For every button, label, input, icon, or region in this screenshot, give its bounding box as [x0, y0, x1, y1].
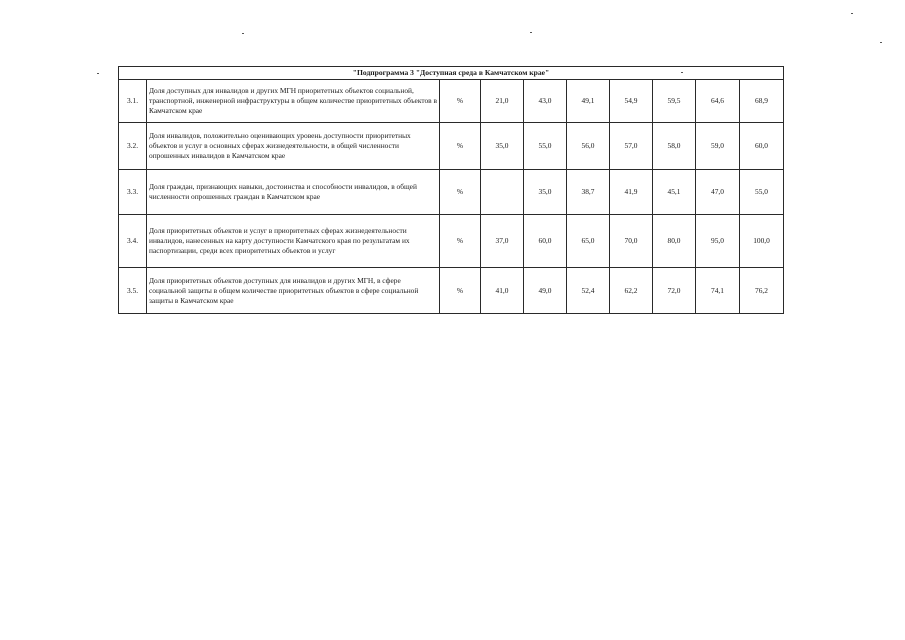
row-number: 3.2. [119, 123, 147, 170]
value-cell: 43,0 [524, 80, 567, 123]
value-cell: 49,1 [567, 80, 610, 123]
unit-cell: % [440, 123, 481, 170]
scan-speck [97, 73, 99, 74]
table-row [119, 268, 784, 314]
value-cell: 37,0 [481, 215, 524, 268]
subprogram-title: "Подпрограмма 3 "Доступная среда в Камчатском крае" [119, 67, 784, 80]
value-cell: 60,0 [524, 215, 567, 268]
unit-cell: % [440, 268, 481, 314]
value-cell: 55,0 [740, 170, 784, 215]
value-cell: 49,0 [524, 268, 567, 314]
value-cell: 52,4 [567, 268, 610, 314]
indicator-description: Доля приоритетных объектов и услуг в приоритетных сферах жизнедеятельности инвалидов, нанесенных на карту доступности Камчатского края по результатам их паспортизации, среди всех приоритетных объектов и услуг [147, 215, 440, 268]
indicator-description: Доля приоритетных объектов доступных для инвалидов и других МГН, в сфере социальной защиты в общем количестве приоритетных объектов в сфере социальной защиты в Камчатском крае [147, 268, 440, 314]
table-row [119, 215, 784, 268]
scan-speck [530, 32, 532, 33]
table-row [119, 80, 784, 123]
unit-cell: % [440, 170, 481, 215]
indicator-description: Доля граждан, признающих навыки, достоинства и способности инвалидов, в общей численности опрошенных граждан в Камчатском крае [147, 170, 440, 215]
unit-cell: % [440, 215, 481, 268]
value-cell: 64,6 [696, 80, 740, 123]
value-cell: 21,0 [481, 80, 524, 123]
value-cell: 65,0 [567, 215, 610, 268]
value-cell: 35,0 [524, 170, 567, 215]
value-cell: 45,1 [653, 170, 696, 215]
value-cell: 58,0 [653, 123, 696, 170]
value-cell: 72,0 [653, 268, 696, 314]
indicator-description: Доля доступных для инвалидов и других МГН приоритетных объектов социальной, транспортной, инженерной инфраструктуры в общем количестве приоритетных объектов в Камчатском крае [147, 80, 440, 123]
scan-speck [242, 33, 244, 34]
value-cell: 59,5 [653, 80, 696, 123]
table-row [119, 170, 784, 215]
value-cell: 35,0 [481, 123, 524, 170]
row-number: 3.1. [119, 80, 147, 123]
indicator-description: Доля инвалидов, положительно оценивающих уровень доступности приоритетных объектов и услуг в основных сферах жизнедеятельности, в общей численности опрошенных инвалидов в Камчатском крае [147, 123, 440, 170]
table-row [119, 123, 784, 170]
value-cell: 68,9 [740, 80, 784, 123]
value-cell: 57,0 [610, 123, 653, 170]
row-number: 3.4. [119, 215, 147, 268]
value-cell: 47,0 [696, 170, 740, 215]
row-number: 3.3. [119, 170, 147, 215]
value-cell: 62,2 [610, 268, 653, 314]
value-cell: 76,2 [740, 268, 784, 314]
value-cell [481, 170, 524, 215]
value-cell: 41,9 [610, 170, 653, 215]
value-cell: 95,0 [696, 215, 740, 268]
value-cell: 55,0 [524, 123, 567, 170]
value-cell: 74,1 [696, 268, 740, 314]
value-cell: 41,0 [481, 268, 524, 314]
value-cell: 60,0 [740, 123, 784, 170]
value-cell: 59,0 [696, 123, 740, 170]
unit-cell: % [440, 80, 481, 123]
scan-speck [880, 42, 882, 43]
value-cell: 70,0 [610, 215, 653, 268]
scan-speck [851, 13, 853, 14]
value-cell: 38,7 [567, 170, 610, 215]
value-cell: 54,9 [610, 80, 653, 123]
value-cell: 56,0 [567, 123, 610, 170]
row-number: 3.5. [119, 268, 147, 314]
value-cell: 80,0 [653, 215, 696, 268]
indicators-table [118, 66, 784, 314]
value-cell: 100,0 [740, 215, 784, 268]
